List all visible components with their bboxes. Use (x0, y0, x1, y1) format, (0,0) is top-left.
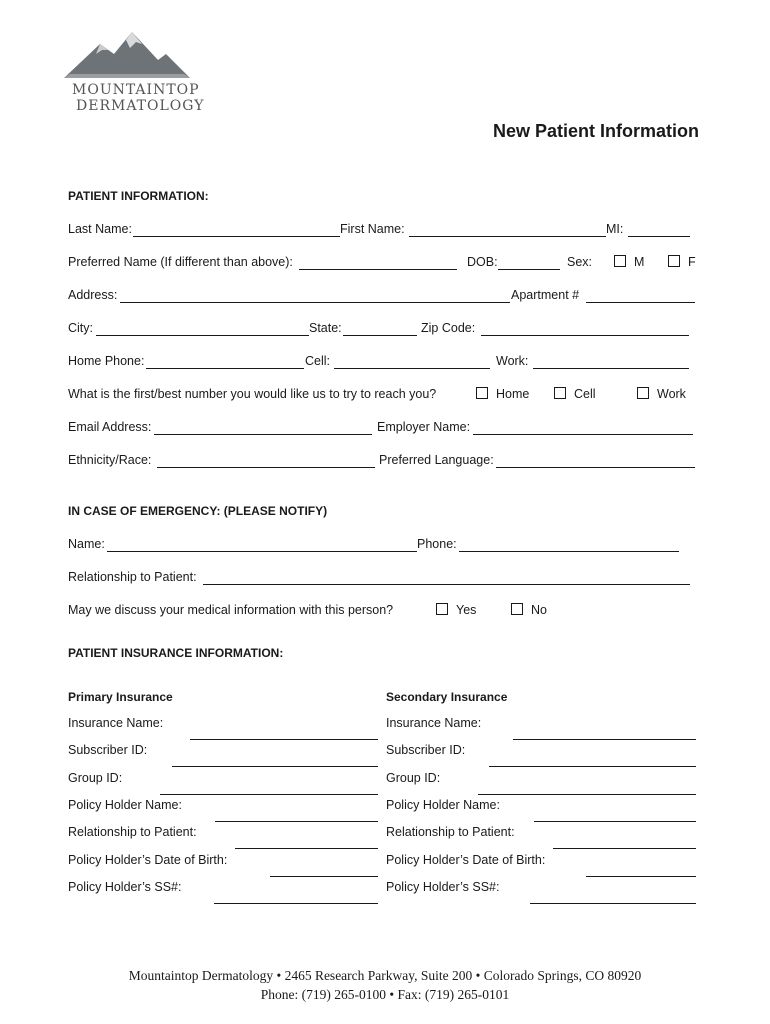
emergency-heading: IN CASE OF EMERGENCY: (PLEASE NOTIFY) (68, 504, 328, 518)
mi-label: MI: (606, 222, 624, 236)
secondary-holder-name-field[interactable] (534, 821, 696, 822)
sex-m-checkbox[interactable] (614, 255, 626, 267)
primary-insurance-name-label: Insurance Name: (68, 716, 164, 730)
primary-relationship-field[interactable] (235, 848, 378, 849)
secondary-holder-ssn-label: Policy Holder’s SS#: (386, 880, 500, 894)
email-field[interactable] (154, 434, 372, 435)
primary-holder-name-field[interactable] (215, 821, 378, 822)
secondary-relationship-field[interactable] (553, 848, 696, 849)
secondary-holder-ssn-field[interactable] (530, 903, 696, 904)
first-name-field[interactable] (409, 236, 606, 237)
discuss-no-option[interactable] (511, 603, 547, 617)
primary-holder-dob-label: Policy Holder’s Date of Birth: (68, 853, 228, 867)
email-label: Email Address: (68, 420, 152, 434)
secondary-insurance-name-label: Insurance Name: (386, 716, 482, 730)
employer-field[interactable] (473, 434, 693, 435)
mountain-logo-icon (62, 30, 192, 82)
language-field[interactable] (496, 467, 695, 468)
discuss-label: May we discuss your medical information with this person? (68, 603, 394, 617)
emergency-phone-label: Phone: (417, 537, 457, 551)
logo-line2: DERMATOLOGY (76, 98, 205, 114)
sex-f-label: F (688, 255, 696, 269)
best-work-option[interactable] (637, 387, 686, 401)
last-name-field[interactable] (133, 236, 340, 237)
cell-phone-field[interactable] (334, 368, 490, 369)
best-home-label: Home (496, 387, 530, 401)
primary-insurance-heading: Primary Insurance (68, 690, 173, 704)
best-cell-checkbox[interactable] (554, 387, 566, 399)
dob-label: DOB: (467, 255, 498, 269)
mi-field[interactable] (628, 236, 690, 237)
insurance-heading: PATIENT INSURANCE INFORMATION: (68, 646, 284, 660)
primary-holder-ssn-field[interactable] (214, 903, 378, 904)
best-cell-label: Cell (574, 387, 596, 401)
logo-line1: MOUNTAINTOP (72, 82, 200, 98)
sex-f-option[interactable] (668, 255, 696, 269)
apartment-label: Apartment # (511, 288, 580, 302)
work-phone-field[interactable] (533, 368, 689, 369)
city-label: City: (68, 321, 93, 335)
emergency-relationship-field[interactable] (203, 584, 690, 585)
apartment-field[interactable] (586, 302, 695, 303)
address-label: Address: (68, 288, 118, 302)
secondary-insurance-name-field[interactable] (513, 739, 696, 740)
secondary-holder-dob-label: Policy Holder’s Date of Birth: (386, 853, 546, 867)
zip-field[interactable] (481, 335, 689, 336)
primary-group-id-label: Group ID: (68, 771, 123, 785)
home-phone-field[interactable] (146, 368, 304, 369)
primary-relationship-label: Relationship to Patient: (68, 825, 197, 839)
secondary-group-id-label: Group ID: (386, 771, 441, 785)
discuss-no-label: No (531, 603, 547, 617)
home-phone-label: Home Phone: (68, 354, 145, 368)
first-name-label: First Name: (340, 222, 405, 236)
best-home-option[interactable] (476, 387, 529, 401)
preferred-name-label: Preferred Name (If different than above): (68, 255, 293, 269)
secondary-relationship-label: Relationship to Patient: (386, 825, 515, 839)
address-field[interactable] (120, 302, 510, 303)
ethnicity-field[interactable] (157, 467, 375, 468)
emergency-phone-field[interactable] (459, 551, 679, 552)
discuss-yes-label: Yes (456, 603, 477, 617)
employer-label: Employer Name: (377, 420, 471, 434)
footer-phone: Phone: (719) 265-0100 • Fax: (719) 265-0101 (260, 987, 510, 1002)
language-label: Preferred Language: (379, 453, 494, 467)
secondary-holder-name-label: Policy Holder Name: (386, 798, 500, 812)
state-label: State: (309, 321, 342, 335)
discuss-yes-checkbox[interactable] (436, 603, 448, 615)
preferred-name-field[interactable] (299, 269, 457, 270)
best-work-label: Work (657, 387, 686, 401)
primary-insurance-name-field[interactable] (190, 739, 378, 740)
last-name-label: Last Name: (68, 222, 132, 236)
emergency-relationship-label: Relationship to Patient: (68, 570, 197, 584)
secondary-holder-dob-field[interactable] (586, 876, 696, 877)
primary-group-id-field[interactable] (160, 794, 378, 795)
logo (62, 30, 205, 120)
primary-holder-name-label: Policy Holder Name: (68, 798, 182, 812)
secondary-insurance-heading: Secondary Insurance (386, 690, 508, 704)
city-field[interactable] (96, 335, 309, 336)
patient-info-heading: PATIENT INFORMATION: (68, 189, 209, 203)
discuss-yes-option[interactable] (436, 603, 476, 617)
secondary-subscriber-id-label: Subscriber ID: (386, 743, 466, 757)
best-number-label: What is the first/best number you would like us to try to reach you? (68, 387, 437, 401)
footer-address: Mountaintop Dermatology • 2465 Research Parkway, Suite 200 • Colorado Springs, CO 80920 (128, 968, 642, 983)
primary-holder-ssn-label: Policy Holder’s SS#: (68, 880, 182, 894)
sex-label: Sex: (567, 255, 593, 269)
sex-m-label: M (634, 255, 645, 269)
primary-subscriber-id-label: Subscriber ID: (68, 743, 148, 757)
emergency-name-field[interactable] (107, 551, 417, 552)
page-title: New Patient Information (493, 121, 700, 141)
discuss-no-checkbox[interactable] (511, 603, 523, 615)
primary-holder-dob-field[interactable] (270, 876, 378, 877)
ethnicity-label: Ethnicity/Race: (68, 453, 152, 467)
work-phone-label: Work: (496, 354, 529, 368)
zip-label: Zip Code: (421, 321, 476, 335)
emergency-name-label: Name: (68, 537, 105, 551)
state-field[interactable] (343, 335, 417, 336)
cell-phone-label: Cell: (305, 354, 331, 368)
best-home-checkbox[interactable] (476, 387, 488, 399)
primary-subscriber-id-field[interactable] (172, 766, 378, 767)
dob-field[interactable] (498, 269, 560, 270)
best-cell-option[interactable] (554, 387, 596, 401)
best-work-checkbox[interactable] (637, 387, 649, 399)
sex-f-checkbox[interactable] (668, 255, 680, 267)
secondary-subscriber-id-field[interactable] (489, 766, 696, 767)
sex-m-option[interactable] (614, 255, 644, 269)
secondary-group-id-field[interactable] (478, 794, 696, 795)
